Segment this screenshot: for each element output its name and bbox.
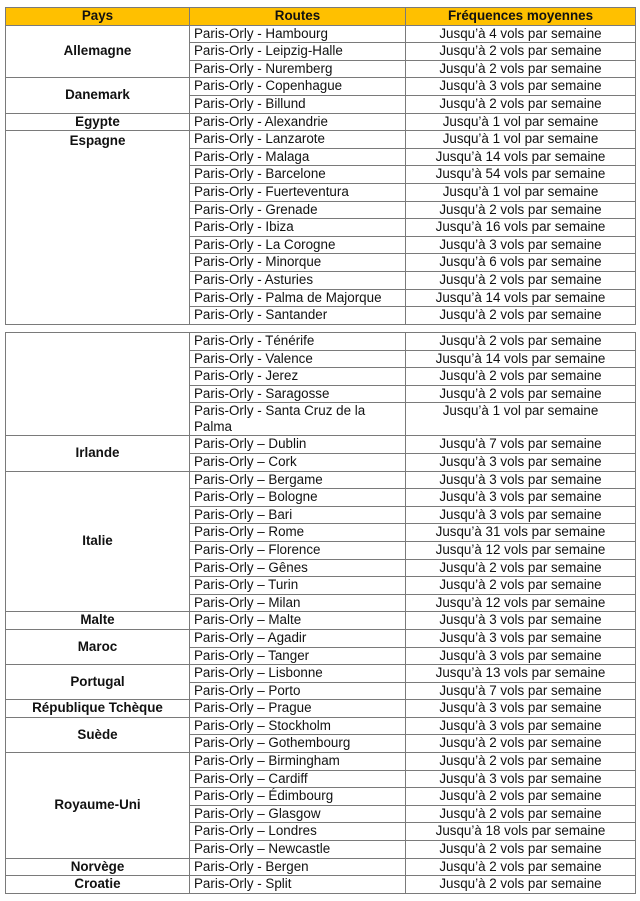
frequency-cell: Jusqu’à 2 vols par semaine (406, 201, 636, 219)
frequency-cell: Jusqu’à 2 vols par semaine (406, 805, 636, 823)
route-cell: Paris-Orly - Jerez (190, 368, 406, 386)
frequency-cell: Jusqu’à 1 vol par semaine (406, 183, 636, 201)
route-cell: Paris-Orly - Fuerteventura (190, 183, 406, 201)
frequency-cell: Jusqu’à 14 vols par semaine (406, 148, 636, 166)
route-cell: Paris-Orly – Porto (190, 682, 406, 700)
route-cell: Paris-Orly - Bergen (190, 858, 406, 876)
table-row (6, 753, 636, 771)
route-cell: Paris-Orly – Londres (190, 823, 406, 841)
frequency-cell: Jusqu’à 14 vols par semaine (406, 350, 636, 368)
table-row (6, 858, 636, 876)
route-cell: Paris-Orly - Asturies (190, 271, 406, 289)
route-cell: Paris-Orly - La Corogne (190, 236, 406, 254)
table-body-2 (6, 333, 636, 894)
route-cell: Paris-Orly - Minorque (190, 254, 406, 272)
frequency-cell: Jusqu’à 2 vols par semaine (406, 95, 636, 113)
route-cell: Paris-Orly – Gênes (190, 559, 406, 577)
table-body-1 (6, 25, 636, 324)
country-cell: Espagne (6, 131, 190, 325)
frequency-cell: Jusqu’à 3 vols par semaine (406, 717, 636, 735)
frequency-cell: Jusqu’à 2 vols par semaine (406, 753, 636, 771)
country-cell: Portugal (6, 665, 190, 700)
route-cell: Paris-Orly - Alexandrie (190, 113, 406, 131)
frequency-cell: Jusqu’à 3 vols par semaine (406, 629, 636, 647)
frequency-cell: Jusqu’à 12 vols par semaine (406, 541, 636, 559)
route-cell: Paris-Orly – Cork (190, 453, 406, 471)
route-cell: Paris-Orly - Santander (190, 307, 406, 325)
route-cell: Paris-Orly – Bari (190, 506, 406, 524)
frequency-cell: Jusqu’à 2 vols par semaine (406, 43, 636, 61)
frequency-cell: Jusqu’à 2 vols par semaine (406, 858, 636, 876)
route-cell: Paris-Orly – Gothembourg (190, 735, 406, 753)
frequency-cell: Jusqu’à 2 vols par semaine (406, 735, 636, 753)
route-cell: Paris-Orly - Split (190, 876, 406, 894)
frequency-cell: Jusqu’à 3 vols par semaine (406, 647, 636, 665)
frequency-cell: Jusqu’à 2 vols par semaine (406, 841, 636, 859)
frequency-cell: Jusqu’à 14 vols par semaine (406, 289, 636, 307)
frequency-cell: Jusqu’à 3 vols par semaine (406, 453, 636, 471)
table-row (6, 25, 636, 43)
route-cell: Paris-Orly – Bergame (190, 471, 406, 489)
route-cell: Paris-Orly - Saragosse (190, 385, 406, 403)
frequency-cell: Jusqu’à 2 vols par semaine (406, 788, 636, 806)
route-cell: Paris-Orly - Hambourg (190, 25, 406, 43)
frequency-cell: Jusqu’à 7 vols par semaine (406, 436, 636, 454)
table-row (6, 700, 636, 718)
frequency-cell: Jusqu’à 3 vols par semaine (406, 506, 636, 524)
route-cell: Paris-Orly - Nuremberg (190, 60, 406, 78)
frequency-cell: Jusqu’à 3 vols par semaine (406, 236, 636, 254)
country-cell: Allemagne (6, 25, 190, 78)
route-cell: Paris-Orly – Milan (190, 594, 406, 612)
route-cell: Paris-Orly – Rome (190, 524, 406, 542)
header-row (6, 8, 636, 26)
table-row (6, 471, 636, 489)
route-cell: Paris-Orly – Prague (190, 700, 406, 718)
route-cell: Paris-Orly – Bologne (190, 489, 406, 507)
route-cell: Paris-Orly - Grenade (190, 201, 406, 219)
route-cell: Paris-Orly - Palma de Majorque (190, 289, 406, 307)
route-cell: Paris-Orly – Turin (190, 577, 406, 595)
country-cell: Irlande (6, 436, 190, 471)
table-row (6, 436, 636, 454)
country-cell: Italie (6, 471, 190, 612)
route-cell: Paris-Orly – Stockholm (190, 717, 406, 735)
table-row (6, 113, 636, 131)
frequency-cell: Jusqu’à 4 vols par semaine (406, 25, 636, 43)
frequency-cell: Jusqu’à 1 vol par semaine (406, 113, 636, 131)
route-cell: Paris-Orly – Glasgow (190, 805, 406, 823)
country-cell: Maroc (6, 629, 190, 664)
table-row (6, 333, 636, 351)
frequency-cell: Jusqu’à 6 vols par semaine (406, 254, 636, 272)
frequency-cell: Jusqu’à 3 vols par semaine (406, 78, 636, 96)
route-cell: Paris-Orly - Santa Cruz de la Palma (190, 403, 406, 436)
route-cell: Paris-Orly - Valence (190, 350, 406, 368)
route-cell: Paris-Orly - Barcelone (190, 166, 406, 184)
frequency-cell: Jusqu’à 2 vols par semaine (406, 876, 636, 894)
route-cell: Paris-Orly - Malaga (190, 148, 406, 166)
frequency-cell: Jusqu’à 54 vols par semaine (406, 166, 636, 184)
route-cell: Paris-Orly – Dublin (190, 436, 406, 454)
route-cell: Paris-Orly – Birmingham (190, 753, 406, 771)
country-cell: Norvège (6, 858, 190, 876)
frequency-cell: Jusqu’à 1 vol par semaine (406, 131, 636, 149)
table-row (6, 612, 636, 630)
country-cell (6, 333, 190, 436)
frequency-cell: Jusqu’à 2 vols par semaine (406, 271, 636, 289)
route-cell: Paris-Orly – Lisbonne (190, 665, 406, 683)
route-cell: Paris-Orly - Lanzarote (190, 131, 406, 149)
route-cell: Paris-Orly - Copenhague (190, 78, 406, 96)
frequency-cell: Jusqu’à 2 vols par semaine (406, 559, 636, 577)
header-routes: Routes (190, 8, 406, 26)
frequency-cell: Jusqu’à 3 vols par semaine (406, 471, 636, 489)
country-cell: Croatie (6, 876, 190, 894)
country-cell: Egypte (6, 113, 190, 131)
frequency-table-part-1 (5, 7, 636, 325)
header-frequences: Fréquences moyennes (406, 8, 636, 26)
frequency-cell: Jusqu’à 3 vols par semaine (406, 700, 636, 718)
route-cell: Paris-Orly – Newcastle (190, 841, 406, 859)
country-cell: Danemark (6, 78, 190, 113)
table-row (6, 876, 636, 894)
table-row (6, 717, 636, 735)
frequency-cell: Jusqu’à 31 vols par semaine (406, 524, 636, 542)
frequency-cell: Jusqu’à 2 vols par semaine (406, 60, 636, 78)
route-cell: Paris-Orly – Cardiff (190, 770, 406, 788)
route-cell: Paris-Orly – Édimbourg (190, 788, 406, 806)
table-row (6, 665, 636, 683)
frequency-cell: Jusqu’à 3 vols par semaine (406, 489, 636, 507)
country-cell: Malte (6, 612, 190, 630)
table-row (6, 131, 636, 149)
frequency-cell: Jusqu’à 2 vols par semaine (406, 577, 636, 595)
country-cell: Royaume-Uni (6, 753, 190, 859)
frequency-cell: Jusqu’à 3 vols par semaine (406, 770, 636, 788)
route-cell: Paris-Orly – Florence (190, 541, 406, 559)
frequency-table-part-2 (5, 332, 636, 894)
country-cell: Suède (6, 717, 190, 752)
frequency-cell: Jusqu’à 2 vols par semaine (406, 385, 636, 403)
header-pays: Pays (6, 8, 190, 26)
frequency-cell: Jusqu’à 18 vols par semaine (406, 823, 636, 841)
frequency-cell: Jusqu’à 12 vols par semaine (406, 594, 636, 612)
route-cell: Paris-Orly – Agadir (190, 629, 406, 647)
route-cell: Paris-Orly – Tanger (190, 647, 406, 665)
frequency-cell: Jusqu’à 13 vols par semaine (406, 665, 636, 683)
frequency-cell: Jusqu’à 2 vols par semaine (406, 368, 636, 386)
route-cell: Paris-Orly - Billund (190, 95, 406, 113)
route-cell: Paris-Orly - Leipzig-Halle (190, 43, 406, 61)
frequency-cell: Jusqu’à 2 vols par semaine (406, 307, 636, 325)
route-cell: Paris-Orly – Malte (190, 612, 406, 630)
frequency-cell: Jusqu’à 3 vols par semaine (406, 612, 636, 630)
frequency-cell: Jusqu’à 2 vols par semaine (406, 333, 636, 351)
route-cell: Paris-Orly - Ibiza (190, 219, 406, 237)
route-cell: Paris-Orly - Ténérife (190, 333, 406, 351)
country-cell: République Tchèque (6, 700, 190, 718)
frequency-cell: Jusqu’à 7 vols par semaine (406, 682, 636, 700)
frequency-cell: Jusqu’à 16 vols par semaine (406, 219, 636, 237)
table-row (6, 629, 636, 647)
frequency-cell: Jusqu’à 1 vol par semaine (406, 403, 636, 436)
table-row (6, 78, 636, 96)
